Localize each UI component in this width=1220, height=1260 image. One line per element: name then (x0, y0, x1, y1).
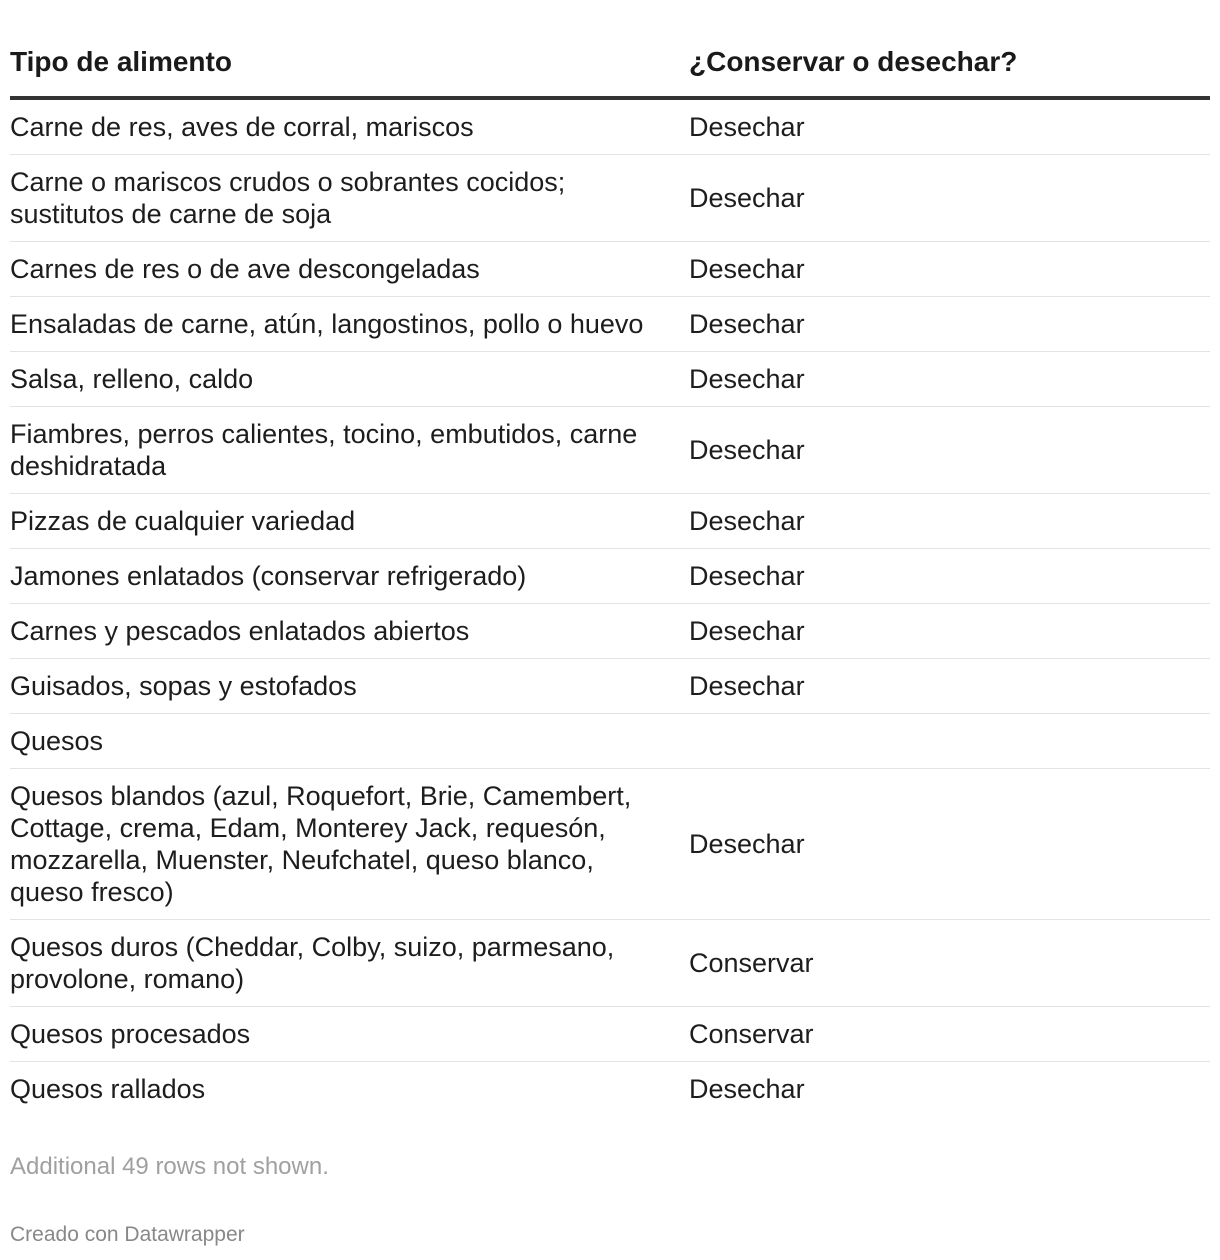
keep-or-discard-cell: Desechar (689, 407, 1210, 494)
keep-or-discard-cell: Desechar (689, 352, 1210, 407)
food-type-cell: Quesos (10, 714, 689, 769)
food-type-cell: Quesos duros (Cheddar, Colby, suizo, parmesano, provolone, romano) (10, 920, 689, 1007)
header-keep-or-discard[interactable]: ¿Conservar o desechar? (689, 0, 1210, 98)
food-type-cell: Carne de res, aves de corral, mariscos (10, 98, 689, 155)
table-row (10, 352, 1210, 407)
table-row (10, 297, 1210, 352)
food-type-cell: Quesos rallados (10, 1074, 206, 1104)
table-row (10, 98, 1210, 155)
food-type-cell: Carne o mariscos crudos o sobrantes cocidos; sustitutos de carne de soja (10, 155, 689, 242)
table-row (10, 604, 1210, 659)
table-row (10, 155, 1210, 242)
food-type-cell: Quesos procesados (10, 1007, 689, 1062)
food-type-cell: Jamones enlatados (conservar refrigerado) (10, 549, 689, 604)
food-type-cell: Fiambres, perros calientes, tocino, embutidos, carne deshidratada (10, 407, 689, 494)
table-row (10, 407, 1210, 494)
rows-not-shown-note: Additional 49 rows not shown. (10, 1153, 329, 1180)
keep-or-discard-cell: Desechar (689, 769, 1210, 920)
table-row (10, 242, 1210, 297)
table-header-row (10, 0, 1210, 98)
keep-or-discard-cell: Conservar (689, 920, 1210, 1007)
keep-or-discard-cell: Desechar (689, 549, 1210, 604)
food-type-cell: Salsa, relleno, caldo (10, 352, 689, 407)
table-row (10, 1062, 1210, 1117)
keep-or-discard-cell: Desechar (689, 659, 1210, 714)
food-type-cell: Ensaladas de carne, atún, langostinos, pollo o huevo (10, 297, 689, 352)
keep-or-discard-cell: Desechar (689, 494, 1210, 549)
table-row (10, 920, 1210, 1007)
table-row (10, 549, 1210, 604)
keep-or-discard-cell: Desechar (689, 242, 1210, 297)
keep-or-discard-cell: Desechar (689, 155, 1210, 242)
food-type-cell: Carnes y pescados enlatados abiertos (10, 604, 689, 659)
keep-or-discard-cell: Desechar (689, 98, 1210, 155)
table-body (10, 98, 1210, 1116)
table-row (10, 1007, 1210, 1062)
header-food-type[interactable]: Tipo de alimento (10, 0, 689, 98)
table-container (10, 0, 1210, 1116)
table-row (10, 769, 1210, 920)
food-type-cell: Guisados, sopas y estofados (10, 659, 689, 714)
food-type-cell: Pizzas de cualquier variedad (10, 494, 689, 549)
table-row (10, 494, 1210, 549)
food-type-cell: Carnes de res o de ave descongeladas (10, 242, 689, 297)
keep-or-discard-cell: Desechar (689, 1074, 805, 1104)
table-row (10, 714, 1210, 769)
food-type-cell: Quesos blandos (azul, Roquefort, Brie, Camembert, Cottage, crema, Edam, Monterey Jack, requesón, mozzarella, Muenster, Neufchatel, queso blanco, queso fresco) (10, 769, 689, 920)
keep-or-discard-cell (689, 714, 1210, 769)
keep-or-discard-cell: Desechar (689, 604, 1210, 659)
keep-or-discard-cell: Desechar (689, 297, 1210, 352)
food-table (10, 0, 1210, 1116)
table-row (10, 659, 1210, 714)
datawrapper-credit[interactable]: Creado con Datawrapper (10, 1223, 245, 1246)
keep-or-discard-cell: Conservar (689, 1007, 1210, 1062)
